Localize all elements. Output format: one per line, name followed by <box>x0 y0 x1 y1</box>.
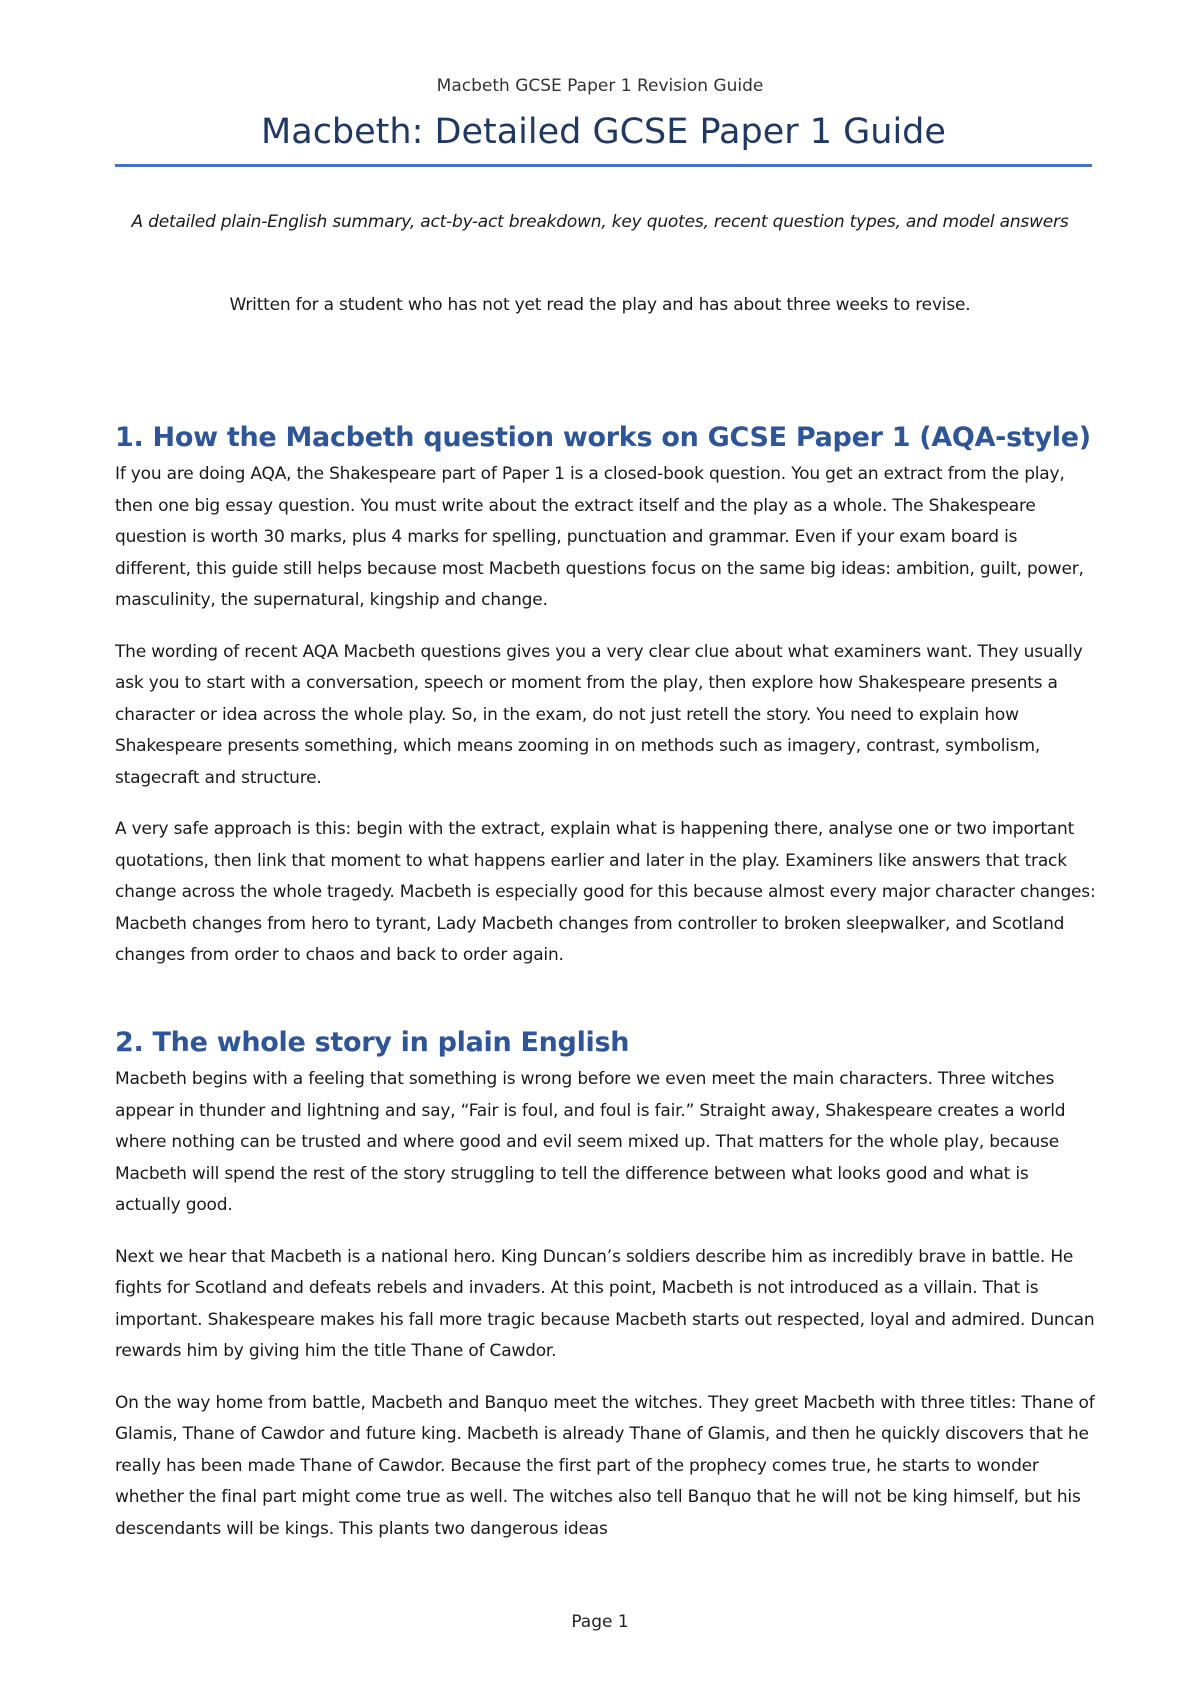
section-paragraph: Next we hear that Macbeth is a national hero. King Duncan’s soldiers describe him as incredibly brave in battle. He fights for Scotland and defeats rebels and invaders. At this point, Macbeth is not introduced as a villain. That is important. Shakespeare makes his fall more tragic because Macbeth starts out respected, loyal and admired. Duncan rewards him by giving him the title Thane of Cawdor. <box>115 1246 1095 1361</box>
page-number: Page 1 <box>571 1612 629 1632</box>
section-heading: 2. The whole story in plain English <box>115 1027 630 1058</box>
section-heading: 1. How the Macbeth question works on GCSE Paper 1 (AQA-style) <box>115 422 1091 453</box>
section-paragraph: On the way home from battle, Macbeth and Banquo meet the witches. They greet Macbeth with three titles: Thane of Glamis, Thane of Cawdor and future king. Macbeth is already Thane of Glamis, and then he quickly discovers that he really has been made Thane of Cawdor. Because the first part of the prophecy comes true, he starts to wonder whether the final part might come true as well. The witches also tell Banquo that he will not be king himself, but his descendants will be kings. This plants two dangerous ideas <box>115 1392 1095 1539</box>
running-header: Macbeth GCSE Paper 1 Revision Guide <box>436 76 764 96</box>
section-paragraph: Macbeth begins with a feeling that something is wrong before we even meet the main characters. Three witches appear in thunder and lightning and say, “Fair is foul, and foul is fair.” Straight away, Shakespeare creates a world where nothing can be trusted and where good and evil seem mixed up. That matters for the whole play, because Macbeth will spend the rest of the story struggling to tell the difference between what looks good and what is actually good. <box>115 1069 1066 1215</box>
section-paragraph: If you are doing AQA, the Shakespeare part of Paper 1 is a closed-book question. You get an extract from the play, then one big essay question. You must write about the extract itself and the play as a whole. The Shakespeare question is worth 30 marks, plus 4 marks for spelling, punctuation and grammar. Even if your exam board is different, this guide still helps because most Macbeth questions focus on the same big ideas: ambition, guilt, power, masculinity, the supernatural, kingship and change. <box>115 464 1084 610</box>
section-paragraph: The wording of recent AQA Macbeth questions gives you a very clear clue about what examiners want. They usually ask you to start with a conversation, speech or moment from the play, then explore how Shakespeare presents a character or idea across the whole play. So, in the exam, do not just retell the story. You need to explain how Shakespeare presents something, which means zooming in on methods such as imagery, contrast, symbolism, stagecraft and structure. <box>115 641 1083 788</box>
section-paragraph: A very safe approach is this: begin with the extract, explain what is happening there, analyse one or two important quotations, then link that moment to what happens earlier and later in the play. Examiners like answers that track change across the whole tragedy. Macbeth is especially good for this because almost every major character changes: Macbeth changes from hero to tyrant, Lady Macbeth changes from controller to broken sleepwalker, and Scotland changes from order to chaos and back to order again. <box>115 819 1096 965</box>
intro-line: Written for a student who has not yet read the play and has about three weeks to revise. <box>229 295 971 315</box>
document-title: Macbeth: Detailed GCSE Paper 1 Guide <box>115 112 1092 167</box>
section-2 <box>115 1027 1097 1565</box>
section-1 <box>115 422 1097 992</box>
document-subtitle: A detailed plain-English summary, act-by-act breakdown, key quotes, recent question types, and model answers <box>131 212 1069 232</box>
